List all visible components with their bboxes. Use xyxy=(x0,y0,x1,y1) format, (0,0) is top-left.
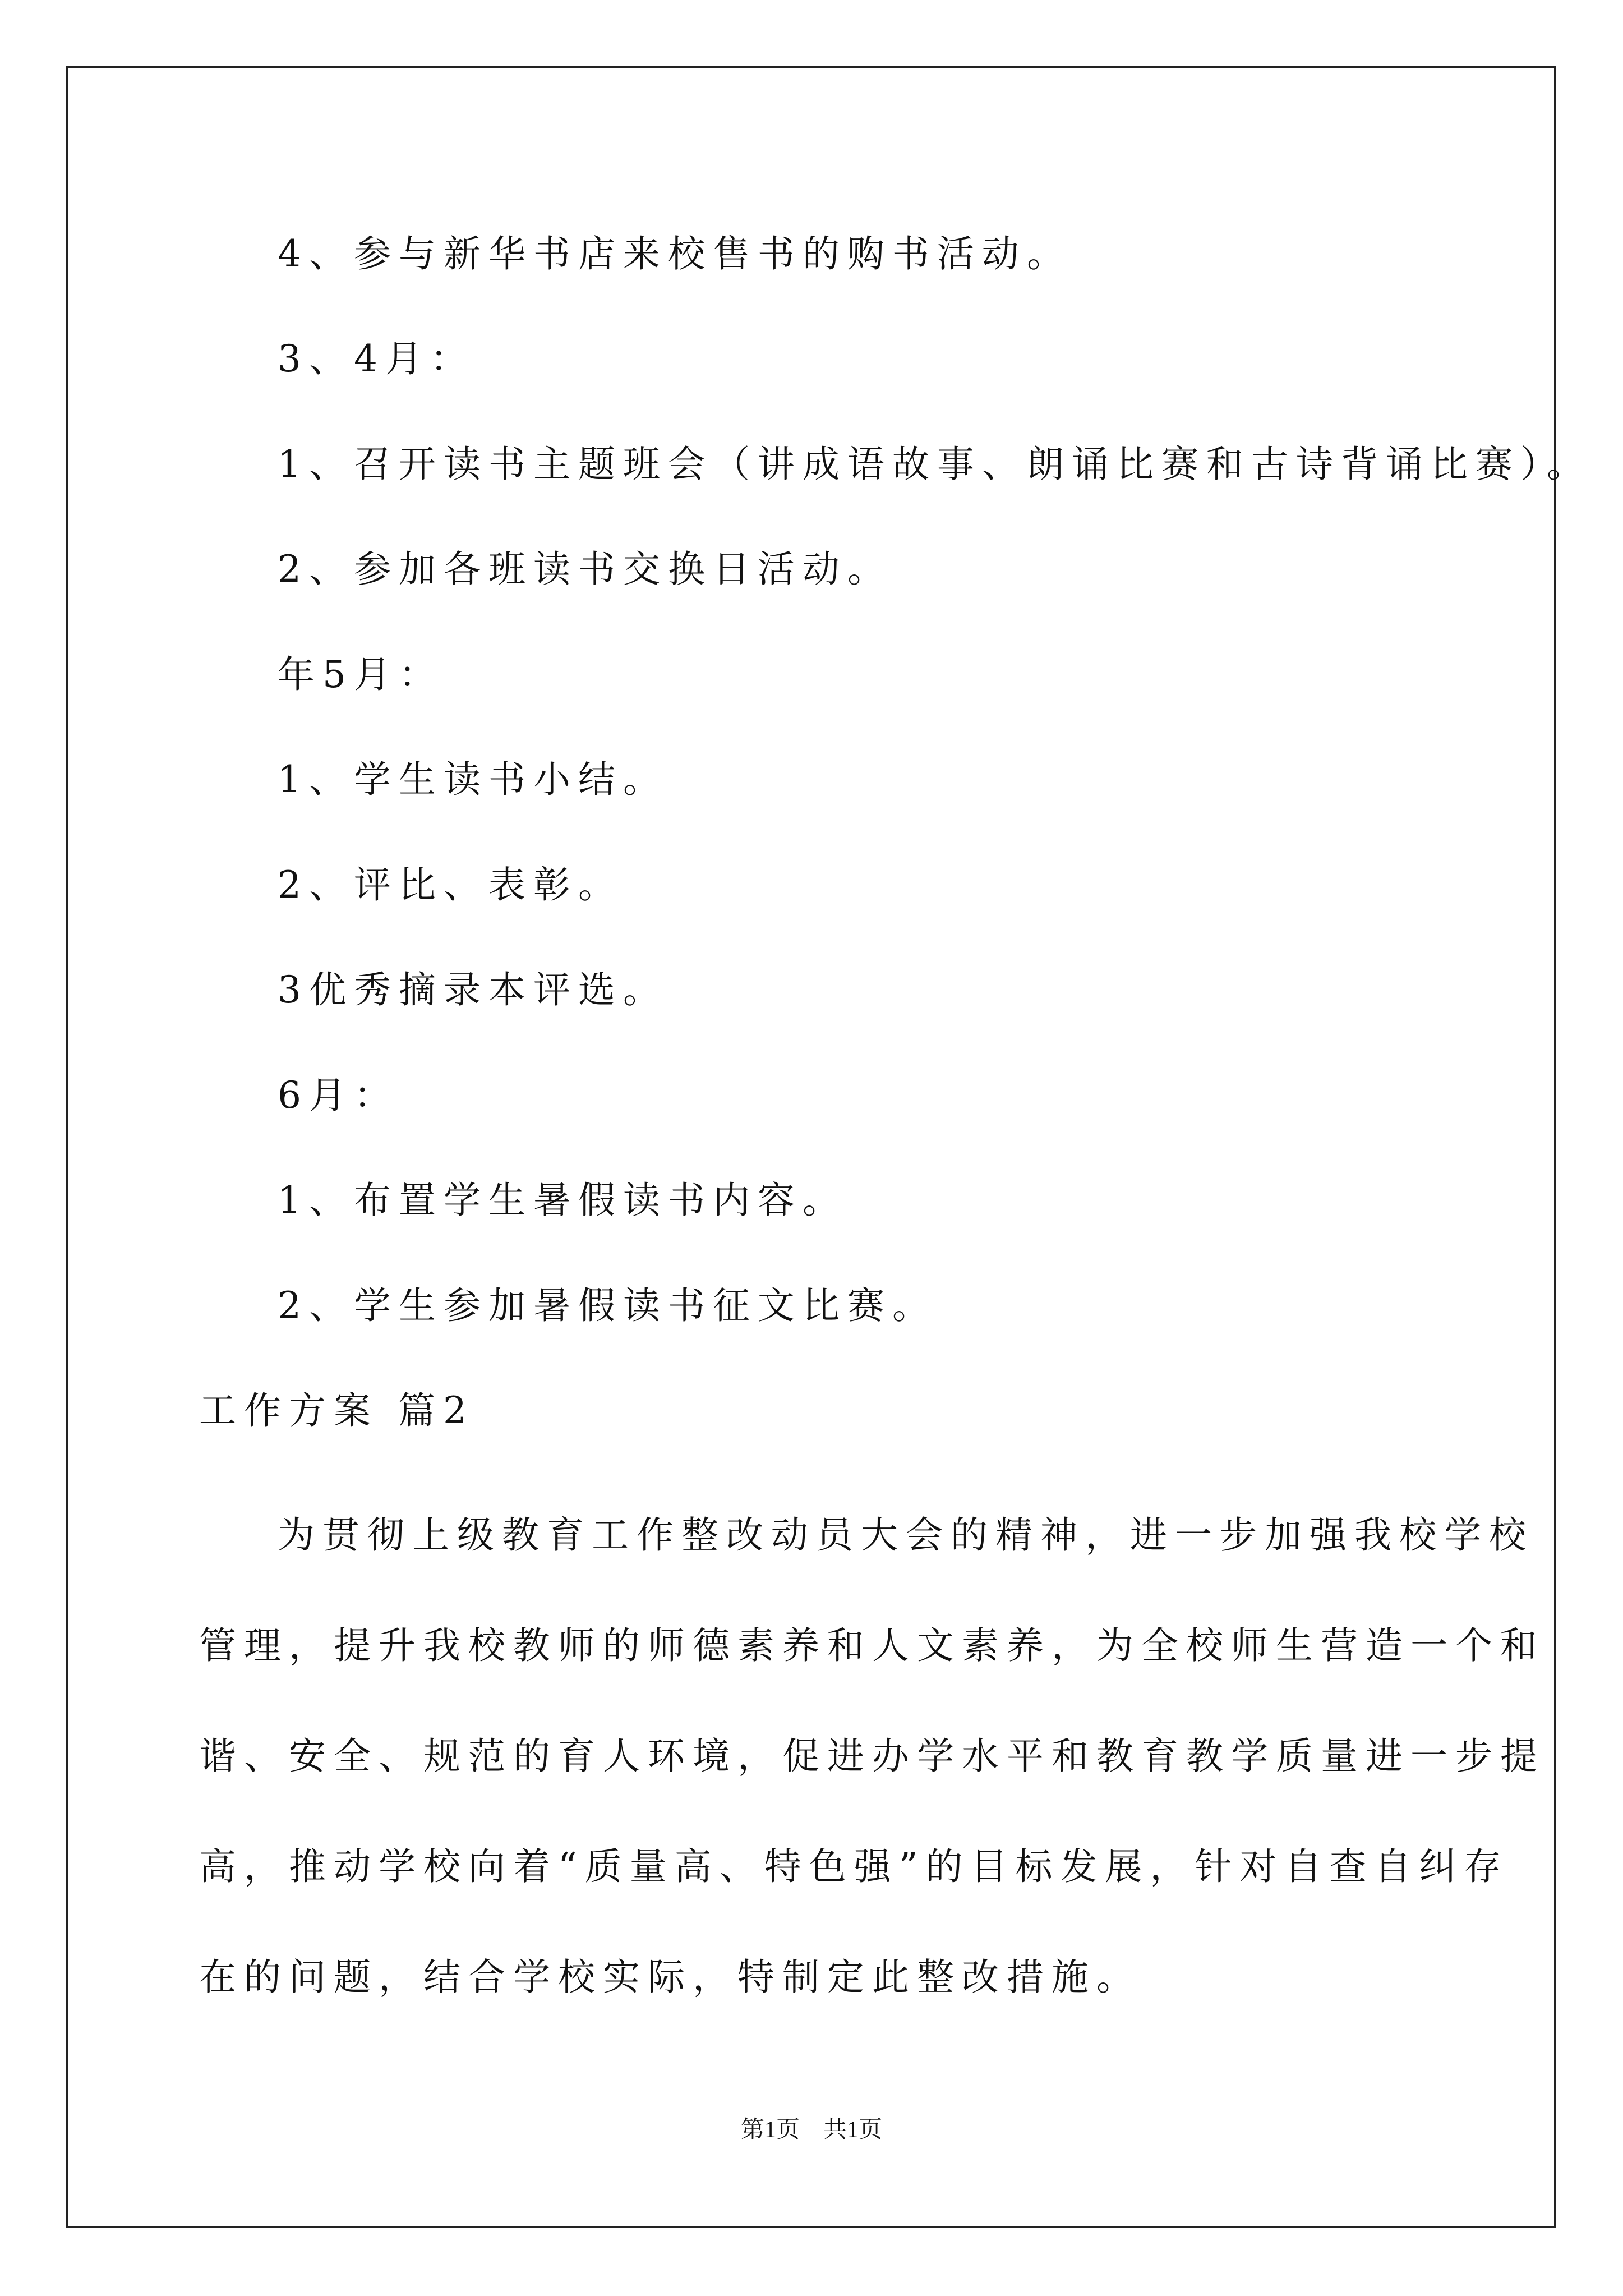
list-item: 3优秀摘录本评选。 xyxy=(278,968,668,1011)
page-footer: 第1页 共1页 xyxy=(740,2117,882,2143)
list-item: 1、布置学生暑假读书内容。 xyxy=(278,1179,847,1222)
paragraph-line: 谐、安全、规范的育人环境，促进办学水平和教育教学质量进一步提 xyxy=(199,1734,1545,1778)
paragraph-line: 管理，提升我校教师的师德素养和人文素养，为全校师生营造一个和 xyxy=(199,1624,1545,1667)
list-item: 2、评比、表彰。 xyxy=(278,863,623,907)
month-heading: 6月： xyxy=(278,1074,399,1117)
paragraph-line: 在的问题，结合学校实际，特制定此整改措施。 xyxy=(199,1955,1141,1999)
paragraph xyxy=(199,1480,1545,2032)
list-item: 2、学生参加暑假读书征文比赛。 xyxy=(278,1284,937,1327)
list-item: 1、学生读书小结。 xyxy=(278,758,668,801)
month-heading: 年5月： xyxy=(278,653,444,696)
list-item: 1、召开读书主题班会（讲成语故事、朗诵比赛和古诗背诵比赛）。 xyxy=(278,443,1592,486)
list-item: 2、参加各班读书交换日活动。 xyxy=(278,547,892,591)
list-item: 4、参与新华书店来校售书的购书活动。 xyxy=(278,232,1072,275)
paragraph-line: 高，推动学校向着“质量高、特色强”的目标发展，针对自查自纠存 xyxy=(199,1845,1509,1888)
section-heading: 工作方案 篇2 xyxy=(199,1389,474,1432)
month-heading: 3、4月： xyxy=(278,337,475,380)
paragraph-line: 为贯彻上级教育工作整改动员大会的精神，进一步加强我校学校 xyxy=(278,1513,1534,1557)
